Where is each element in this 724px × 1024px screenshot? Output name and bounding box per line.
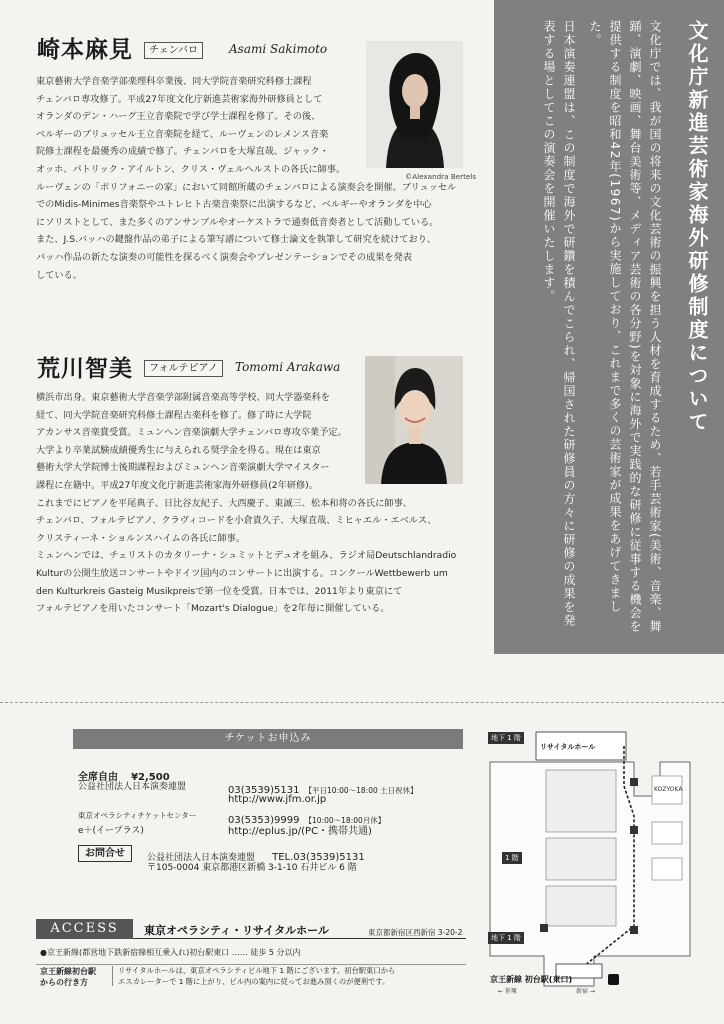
bio-line: ミュンヘンでは、チェリストのカタリーナ・シュミットとデュオを組み、ラジオ局Deutschlandradio bbox=[36, 550, 457, 562]
venue-address: 東京都新宿区西新宿 3-20-2 bbox=[368, 928, 463, 937]
bio-line: den Kulturkreis Gasteig Musikpreisで第一位を受賞。日本では、2011年より東京にて bbox=[36, 585, 403, 597]
artist2-roman-name: Tomomi Arakawa bbox=[235, 360, 341, 374]
tel-opera-hours: 【10:00〜18:00月休】 bbox=[304, 816, 386, 825]
bio-line: フォルテピアノを用いたコンサート「Mozart's Dialogue」を2年毎に開催している。 bbox=[36, 603, 390, 615]
bio-line: ベルギーのブリュッセル王立音楽院を経て、ルーヴェンのレメンス音楽 bbox=[36, 128, 329, 140]
panel-paragraph: 日本演奏連盟は、この制度で海外で研鑽を積んでこられ、帰国された研修員の方々に研修の成果を発表する場としてこの演奏会を開催いたします。 bbox=[542, 20, 576, 628]
bio-line: チェンバロ、フォルテピアノ、クラヴィコードを小倉貴久子、大塚直哉、ミヒャエル・エベルス、 bbox=[36, 515, 437, 527]
ticket-header: チケットお申込み bbox=[73, 729, 463, 749]
route-text-1: リサイタルホールは、東京オペラシティビル地下 1 階にございます。初台駅東口から bbox=[118, 966, 396, 975]
cut-line bbox=[0, 702, 724, 703]
route-divider bbox=[112, 966, 113, 986]
route-text-2: エスカレーターで 1 階に上がり、ビル内の案内に従ってお進み頂くのが便利です。 bbox=[118, 977, 390, 986]
panel-paragraph: 文化庁では、我が国の将来の文化芸術の振興を担う人材を育成するため、若手芸術家(美術、音楽、舞踊、演劇、映画、舞台美術等、メディア芸術の各分野)を対象に海外で実践的な研修に従事する機会を提供する制度を昭和42年(1967)から実施しており、これまで多くの芸術家が成果をあげてきました。 bbox=[588, 20, 662, 634]
artist1-instrument-tag: チェンバロ bbox=[144, 42, 203, 59]
artist1-bio bbox=[36, 73, 486, 284]
artist2-instrument-tag: フォルテピアノ bbox=[144, 360, 223, 377]
bio-line: 横浜市出身。東京藝術大学音楽学部附属音楽高等学校、同大学器楽科を bbox=[36, 392, 330, 403]
program-info-panel bbox=[494, 0, 724, 654]
inquiry-tel[interactable]: TEL.03(3539)5131 bbox=[272, 852, 365, 863]
map-b1-bottom-label: 地下 1 階 bbox=[488, 932, 524, 944]
station-icon bbox=[608, 974, 619, 985]
bio-line: 経て、同大学院音楽研究科修士課程古楽科を修了。修了時に大学院 bbox=[36, 409, 312, 421]
panel-title: 文化庁新進芸術家海外研修制度について bbox=[685, 20, 709, 434]
bio-line: 藝術大学大学院博士後期課程およびミュンヘン音楽演劇大学マイスター bbox=[36, 462, 330, 474]
bio-line: している。 bbox=[36, 269, 82, 281]
map-hall-label: リサイタルホール bbox=[540, 743, 596, 751]
tel-jfm[interactable]: 03(3539)5131 bbox=[228, 785, 300, 796]
tel-jfm-hours: 【平日10:00〜18:00 土日祝休】 bbox=[304, 786, 418, 795]
inquiry-org: 公益社団法人日本演奏連盟 bbox=[147, 853, 256, 863]
url-eplus[interactable]: http://eplus.jp/(PC・携帯共通) bbox=[228, 826, 372, 837]
route-label-2: からの行き方 bbox=[40, 978, 88, 987]
access-badge: ACCESS bbox=[36, 919, 133, 939]
map-floor1-label: 1 階 bbox=[502, 852, 522, 864]
map-station-label: 京王新線 初台駅(東口) bbox=[490, 975, 573, 984]
ticket-org-eplus: e＋(イープラス) bbox=[78, 826, 144, 836]
panel-vertical-text bbox=[539, 20, 712, 640]
bio-line: また、J.S.バッハの鍵盤作品の弟子による筆写譜について修士論文を執筆して研究を続けており、 bbox=[36, 234, 437, 246]
line-info: ●京王新線(都営地下鉄新宿線相互乗入れ)初台駅東口 …… 徒歩 5 分以内 bbox=[40, 948, 301, 957]
bio-line: クリスティーネ・ショルンスハイムの各氏に師事。 bbox=[36, 532, 246, 544]
venue-map bbox=[484, 726, 698, 996]
tel-opera[interactable]: 03(5353)9999 bbox=[228, 815, 300, 826]
bio-line: にソリストとして、また多くのアンサンブルやオーケストラで通奏低音奏者として活動している。 bbox=[36, 216, 439, 228]
route-label-1: 京王新線初台駅 bbox=[40, 967, 96, 976]
venue-name: 東京オペラシティ・リサイタルホール bbox=[144, 924, 329, 937]
bio-line: これまでにピアノを平尾典子、日比谷友紀子、大西慶子、東誠三、松本和将の各氏に師事、 bbox=[36, 497, 412, 509]
bio-line: 院修士課程を最優秀の成績で修了。チェンバロを大塚直哉、ジャック・ bbox=[36, 146, 329, 158]
price-label: 全席自由 bbox=[78, 772, 118, 783]
map-to-shinjuku: 新宿 → bbox=[576, 988, 595, 995]
ticket-org-jfm: 公益社団法人日本演奏連盟 bbox=[78, 782, 187, 792]
inquiry-address: 〒105-0004 東京都港区新橋 3-1-10 石井ビル 6 階 bbox=[147, 863, 357, 873]
artist2-bio bbox=[36, 389, 486, 618]
artist2-name: 荒川智美 bbox=[37, 355, 133, 382]
bio-line: チェンバロ専攻修了。平成27年度文化庁新進芸術家海外研修員として bbox=[36, 93, 323, 105]
panel-body bbox=[539, 20, 665, 640]
bio-line: オランダのデン・ハーグ王立音楽院で学び学士課程を修了。その後、 bbox=[36, 111, 321, 123]
bio-line: アカンサス音楽賞受賞。ミュンヘン音楽演劇大学チェンバロ専攻卒業予定。 bbox=[36, 427, 347, 439]
bio-line: 大学より卒業試験成績優秀生に与えられる奨学金を得る。現在は東京 bbox=[36, 444, 321, 456]
map-to-sasazuka: ← 笹塚 bbox=[498, 988, 517, 995]
bio-line: バッハ作品の新たな演奏の可能性を探るべく演奏会やプレゼンテーションでその成果を発表 bbox=[36, 251, 412, 263]
map-b1-top-label: 地下 1 階 bbox=[488, 732, 524, 744]
bio-line: でのMidis-Minimes音楽祭やユトレヒト古楽音楽祭に出演するなど、ベルギーやオランダを中心 bbox=[36, 199, 432, 211]
inquiry-label: お問合せ bbox=[78, 845, 132, 862]
bio-line: Kulturの公開生放送コンサートやドイツ国内のコンサートに出演する。コンクールWettbewerb um bbox=[36, 567, 448, 579]
url-jfm[interactable]: http://www.jfm.or.jp bbox=[228, 794, 327, 805]
price-value: ¥2,500 bbox=[131, 772, 170, 783]
bio-line: ルーヴェンの「ポリフォニーの家」において同館所蔵のチェンバロによる演奏会を開催。ブリュッセル bbox=[36, 181, 457, 193]
artist1-photo-credit: ©Alexandra Bertels bbox=[405, 172, 477, 181]
map-kozyoka: KOZYOKA bbox=[654, 786, 683, 793]
bio-line: 東京藝術大学音楽学部楽理科卒業後、同大学院音楽研究科修士課程 bbox=[36, 76, 312, 87]
bio-line: オッホ、パトリック・アイルトン、クリス・ヴェルヘルストの各氏に師事。 bbox=[36, 163, 346, 175]
ticket-org-opera: 東京オペラシティチケットセンター bbox=[78, 811, 197, 820]
artist1-name: 崎本麻見 bbox=[37, 36, 133, 63]
artist1-roman-name: Asami Sakimoto bbox=[229, 42, 328, 56]
bio-line: 課程に在籍中。平成27年度文化庁新進芸術家海外研修員(2年研修)。 bbox=[36, 479, 318, 491]
